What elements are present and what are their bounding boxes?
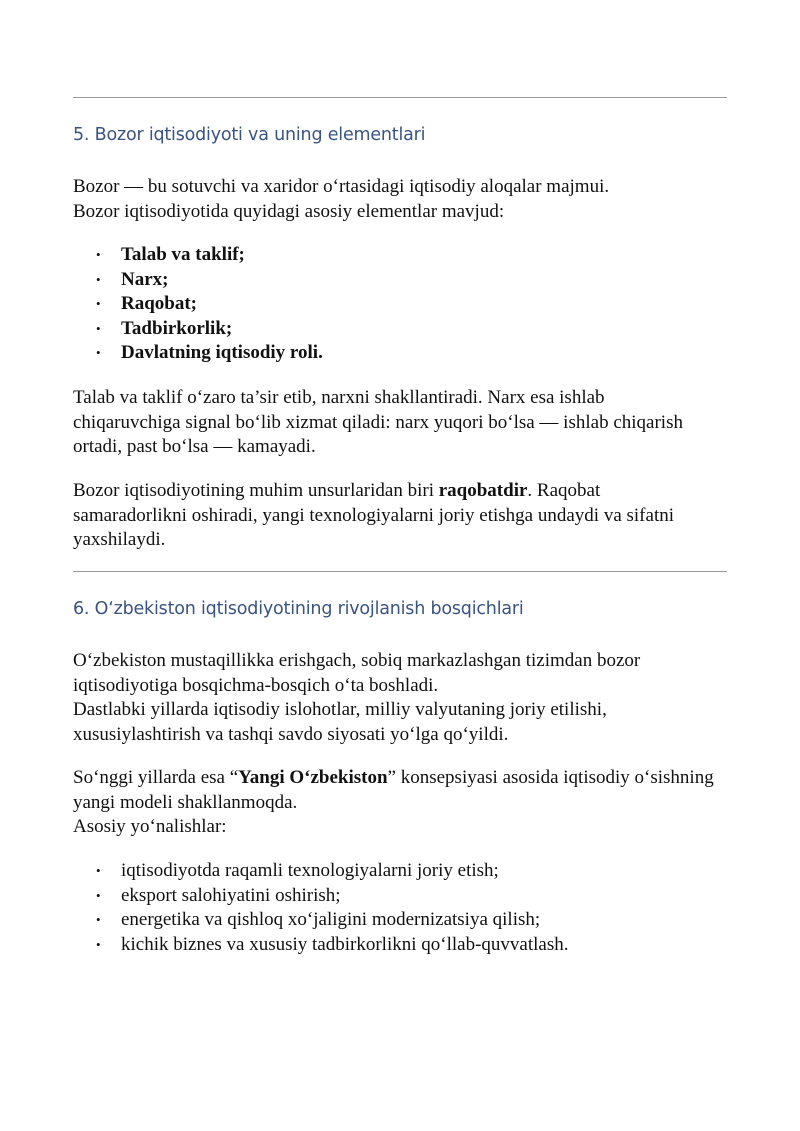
bullet-icon: • <box>96 345 101 360</box>
list-item: • Davlatning iqtisodiy roli. <box>73 341 733 366</box>
bullet-icon: • <box>96 296 101 311</box>
directions-list <box>73 859 733 957</box>
section-5-paragraph-2: Talab va taklif o‘zaro ta’sir etib, narxni shakllantiradi. Narx esa ishlab chiqaruvchiga signal bo‘lib xizmat qiladi: narx yuqori bo‘lsa — ishlab chiqarish ortadi, past bo‘lsa — kamayadi. <box>73 387 683 457</box>
bold-term: raqobatdir <box>438 480 528 501</box>
list-item: • Tadbirkorlik; <box>73 317 733 342</box>
section-divider-top <box>73 97 727 98</box>
list-item: • kichik biznes va xususiy tadbirkorlikni qo‘llab-quvvatlash. <box>73 933 733 958</box>
bullet-icon: • <box>96 320 101 336</box>
bold-term: Yangi O‘zbekiston <box>238 767 388 788</box>
section-5-intro <box>73 175 733 224</box>
bullet-icon: • <box>96 887 101 903</box>
section-6-heading: 6. O‘zbekiston iqtisodiyotining rivojlanish bosqichlari <box>73 599 524 619</box>
bullet-icon: • <box>96 936 101 952</box>
section-6-paragraph-1: O‘zbekiston mustaqillikka erishgach, sobiq markazlashgan tizimdan bozor iqtisodiyotiga bosqichma-bosqich o‘ta boshladi. Dastlabki yillarda iqtisodiy islohotlar, milliy valyutaning joriy etilishi, xususiylashtirish va tashqi savdo siyosati yo‘lga qo‘yildi. <box>73 650 641 745</box>
section-6-paragraph-2: So‘nggi yillarda esa “Yangi O‘zbekiston” konsepsiyasi asosida iqtisodiy o‘sishning yangi modeli shakllanmoqda. Asosiy yo‘nalishlar: <box>73 767 714 837</box>
list-item: • iqtisodiyotda raqamli texnologiyalarni joriy etish; <box>73 859 733 884</box>
section-5-intro-line2: Bozor iqtisodiyotida quyidagi asosiy elementlar mavjud: <box>73 200 505 222</box>
list-item: • Raqobat; <box>73 292 733 317</box>
section-divider-middle <box>73 571 727 572</box>
list-item: • energetika va qishloq xo‘jaligini modernizatsiya qilish; <box>73 908 733 933</box>
list-item: • eksport salohiyatini oshirish; <box>73 884 733 909</box>
section-5-intro-line1: Bozor — bu sotuvchi va xaridor o‘rtasidagi iqtisodiy aloqalar majmui. <box>73 176 610 197</box>
market-elements-list <box>73 243 733 366</box>
bullet-icon: • <box>96 863 101 878</box>
bullet-icon: • <box>96 271 101 287</box>
section-5-paragraph-3: Bozor iqtisodiyotining muhim unsurlaridan biri raqobatdir. Raqobat samaradorlikni oshiradi, yangi texnologiyalarni joriy etishga undaydi va sifatni yaxshilaydi. <box>73 480 674 550</box>
bullet-icon: • <box>96 912 101 927</box>
list-item: • Narx; <box>73 268 733 293</box>
section-5-heading: 5. Bozor iqtisodiyoti va uning elementlari <box>73 125 426 145</box>
bullet-icon: • <box>96 247 101 262</box>
list-item: • Talab va taklif; <box>73 243 733 268</box>
